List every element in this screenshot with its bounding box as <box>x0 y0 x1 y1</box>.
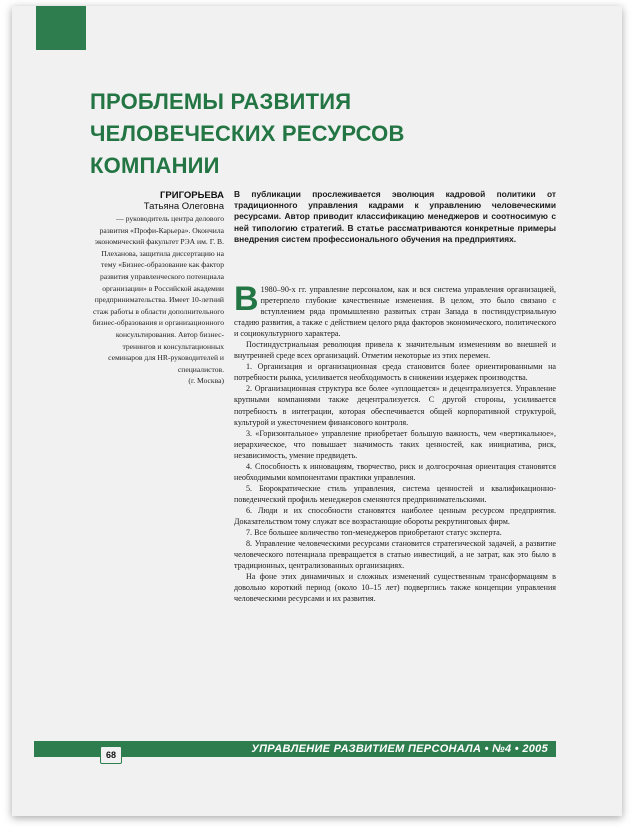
article-title <box>90 86 510 182</box>
title-line: КОМПАНИИ <box>90 153 220 178</box>
author-sidebar <box>88 190 224 387</box>
body-paragraph: Постиндустриальная революция привела к значительным изменениям во внешней и внутренней среде всех организаций. Отметим некоторые из этих перемен. <box>234 340 556 361</box>
body-paragraph: 7. Все большее количество топ-менеджеров приобретают статус эксперта. <box>246 528 502 538</box>
journal-name: УПРАВЛЕНИЕ РАЗВИТИЕМ ПЕРСОНАЛА • №4 • 2005 <box>251 743 548 755</box>
body-paragraph: 3. «Горизонтальное» управление приобретает большую важность, чем «вертикальное», иерархическое, что повышает значимость таких ценностей, как инициатива, риск, независимость, умение предвидеть. <box>234 428 556 460</box>
title-line: ЧЕЛОВЕЧЕСКИХ РЕСУРСОВ <box>90 121 405 146</box>
body-paragraph: 2. Организационная структура все более «уплощается» и децентрализуется. Управление крупными компаниями также децентрализуется. С другой стороны, усиливается потребность в интеграции, которая обеспечивается общей корпоративной структурой, культурой и ужесточением финансового контроля. <box>234 384 556 427</box>
article-abstract: В публикации прослеживается эволюция кадровой политики от традиционного управления кадрами к управлению человеческими ресурсами. Автор приводит классификацию менеджеров и соотносимую с ней типологию стратегий. В статье рассматриваются конкретные примеры внедрения систем профессионального обучения на предприятиях. <box>234 189 556 244</box>
body-paragraph: 6. Люди и их способности становятся наиболее ценным ресурсом предприятия. Доказательством тому служат все возрастающие обороты рекрутинговых фирм. <box>234 505 556 526</box>
author-surname: ГРИГОРЬЕВА <box>160 190 224 201</box>
author-bio: — руководитель центра делового развития «Профи-Карьера». Окончила экономический факультет РЭА им. Г. В. Плеханова, защитила диссертацию на тему «Бизнес-образование как фактор развития управленческого потенциала организации» в Российской академии предпринимательства. Имеет 10-летний стаж работы в области дополнительного бизнес-образования и организационного консультирования. Автор бизнес-тренингов и консультационных семинаров для HR-руководителей и специалистов. <box>92 214 224 374</box>
body-paragraph: В 1980–90-х гг. управление персоналом, как и вся система управления организацией, претерпело глубокие качественные изменения. В целом, это было связано с вступлением ряда промышленно развитых стран Запада в постиндустриальную стадию развития, а также с действием целого ряда факторов экономического, политического и социокультурного характера. <box>234 280 556 339</box>
article-body <box>234 280 556 604</box>
body-paragraph: 8. Управление человеческими ресурсами становится стратегической задачей, а развитие человеческого потенциала превращается в статью инвестиций, а не затрат, как это было в традиционных, централизованных организациях. <box>234 539 556 571</box>
title-line: ПРОБЛЕМЫ РАЗВИТИЯ <box>90 89 352 114</box>
author-given-name: Татьяна Олеговна <box>143 201 224 212</box>
body-paragraph: 5. Бюрократические стиль управления, система ценностей и квалификационно-поведенческий профиль менеджеров сменяются предпринимательскими. <box>234 483 556 504</box>
header-color-tab <box>36 6 86 50</box>
page-number: 68 <box>100 746 122 764</box>
body-paragraph: 1. Организация и организационная среда становится более ориентированными на потребности рынка, усиливается необходимость в снижении издержек производства. <box>234 362 556 383</box>
body-paragraph: 4. Способность к инновациям, творчество, риск и долгосрочная ориентация становятся необходимыми компонентами практики управления. <box>234 461 556 482</box>
author-city: (г. Москва) <box>188 376 224 386</box>
drop-cap: В <box>234 280 259 318</box>
body-paragraph: На фоне этих динамичных и сложных изменений существенным трансформациям в довольно короткий период (около 10–15 лет) подверглись также концепции управления человеческими ресурсами и их развития. <box>234 572 556 604</box>
magazine-page <box>12 6 622 816</box>
